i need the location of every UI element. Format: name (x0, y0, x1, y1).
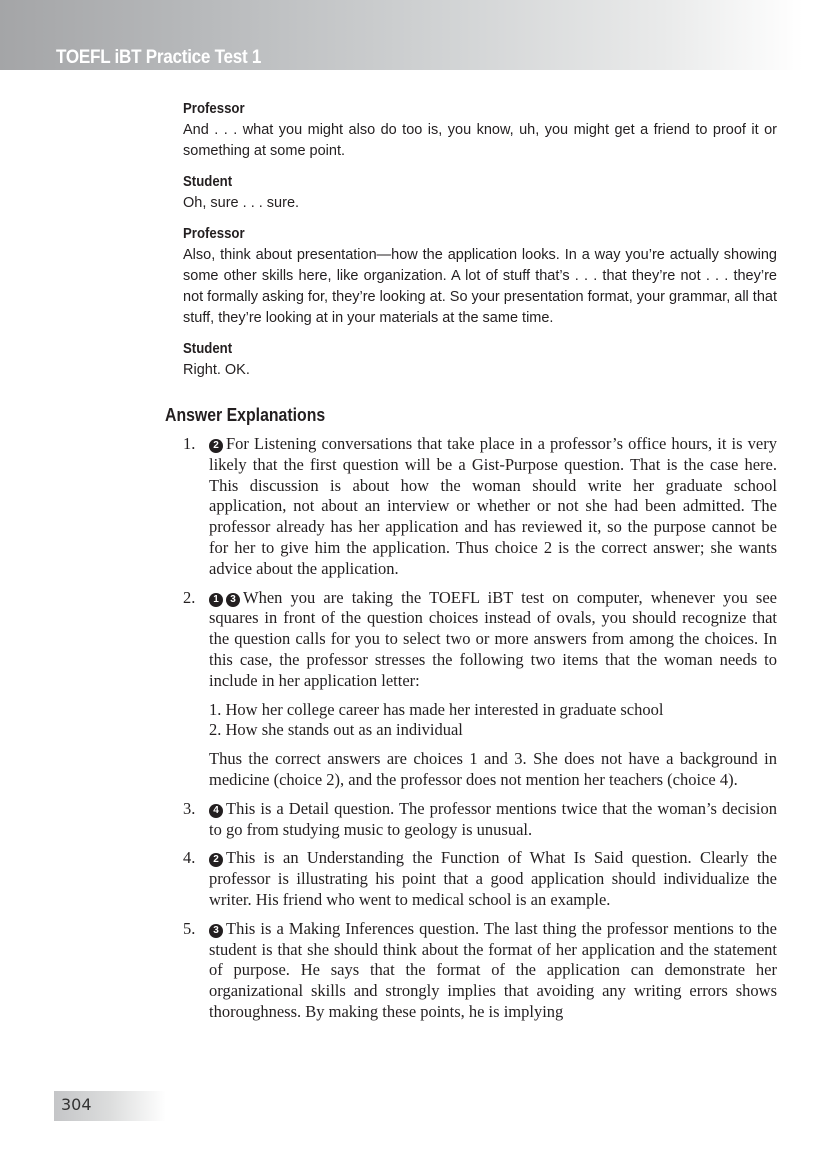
speaker-label: Student (183, 173, 233, 190)
item-number: 5. (183, 918, 196, 938)
item-number: 3. (183, 798, 196, 818)
answer-text: This is a Making Inferences question. The last thing the professor mentions to the student is that she should think about the format of her application and the statement of purpose. He says that the format of the application can demonstrate her organizational skills and strongly implies that avoiding any writing errors shows thoroughness. By making these points, he is implying (209, 918, 777, 1021)
answer-text: This is a Detail question. The professor mentions twice that the woman’s decision to go from studying music to geology is unusual. (209, 798, 777, 839)
answer-item (183, 588, 777, 791)
answer-item (183, 919, 777, 1023)
answer-choice-badge-icon: 2 (209, 439, 223, 453)
speaker-label: Professor (183, 100, 245, 117)
key-point: 1. How her college career has made her interested in graduate school (209, 699, 664, 719)
answer-followup-text: Thus the correct answers are choices 1 and 3. She does not have a background in medicine (choice 2), and the professor does not mention her teachers (choice 4). (209, 749, 777, 789)
answer-item (183, 434, 777, 580)
page-number: 304 (61, 1095, 92, 1114)
answer-text: For Listening conversations that take place in a professor’s office hours, it is very likely that the first question will be a Gist-Purpose question. That is the case here. This discussion is about how the woman should write her graduate school application, not about an interview or whether or not she had been admitted. The professor already has her application and has reviewed it, so the purpose cannot be for her to give him the application. Thus choice 2 is the correct answer; she wants advice about the application. (209, 434, 777, 578)
dialogue-text: Also, think about presentation—how the application looks. In a way you’re actually showing some other skills here, like organization. A lot of stuff that’s . . . that they’re not . . . they’re not formally asking for, they’re looking at. So your presentation format, your grammar, all that stuff, they’re looking at in your materials at the same time. (183, 247, 777, 326)
answer-choice-badge-icon: 1 (209, 593, 223, 607)
answer-choice-badge-icon: 2 (209, 853, 223, 867)
item-number: 2. (183, 587, 196, 607)
section-heading: Answer Explanations (165, 405, 326, 425)
answer-choice-badge-icon: 4 (209, 804, 223, 818)
speaker-label: Student (183, 340, 233, 357)
answer-choice-badge-icon: 3 (226, 593, 240, 607)
key-point: 2. How she stands out as an individual (209, 720, 463, 740)
item-number: 1. (183, 434, 196, 453)
answer-item (183, 848, 777, 910)
item-number: 4. (183, 848, 196, 868)
key-points-list (209, 700, 777, 742)
dialogue-text: And . . . what you might also do too is, you know, uh, you might get a friend to proof it or something at some point. (183, 122, 777, 159)
dialogue-turn (183, 171, 777, 214)
answer-choice-badge-icon: 3 (209, 924, 223, 938)
answer-text: When you are taking the TOEFL iBT test on computer, whenever you see squares in front of the question choices instead of ovals, you should recognize that the question calls for you to select two or more answers from among the choices. In this case, the professor stresses the following two items that the woman needs to include in her application letter: (209, 587, 777, 690)
dialogue-turn (183, 223, 777, 329)
dialogue-turn (183, 98, 777, 162)
answer-text: This is an Understanding the Function of What Is Said question. Clearly the professor is illustrating his point that a good application should individualize the writer. His friend who went to medical school is an example. (209, 848, 777, 909)
dialogue-turn (183, 338, 777, 381)
answer-item (183, 799, 777, 841)
running-header-title: TOEFL iBT Practice Test 1 (56, 47, 262, 68)
answer-explanations-list (183, 434, 777, 1031)
speaker-label: Professor (183, 225, 245, 242)
dialogue-text: Oh, sure . . . sure. (183, 195, 300, 211)
transcript-dialogue (183, 98, 777, 390)
dialogue-text: Right. OK. (183, 362, 250, 378)
